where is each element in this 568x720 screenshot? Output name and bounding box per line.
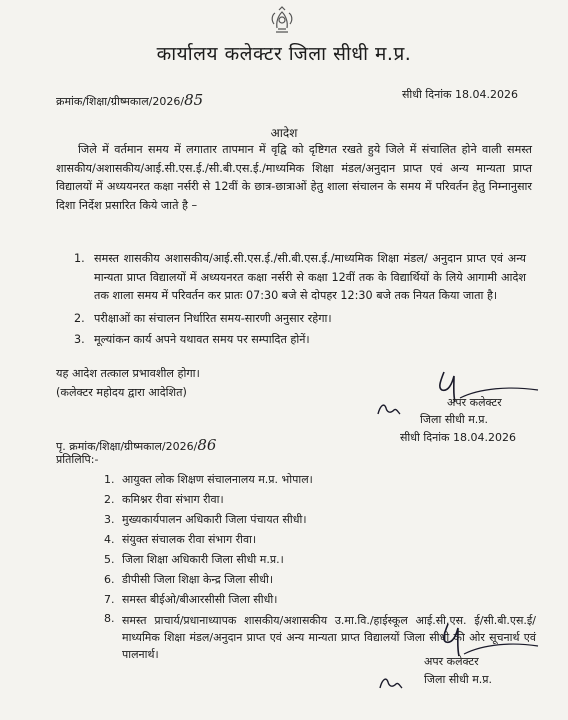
order-number xyxy=(56,91,203,109)
intro-paragraph: जिले में वर्तमान समय में लगातार तापमान में वृद्वि को दृष्टिगत रखते हुये जिले में संचालित होने वाली समस्त शासकीय/अशासकीय/आई.सी.एस.ई./सी.बी.एस.ई./माध्यमिक शिक्षा मंडल/अनुदान प्राप्त एवं अन्य मान्यता प्राप्त विद्यालयों में अध्ययनरत कक्षा नर्सरी से 12वीं के छात्र-छात्राओं हेतु शाला संचालन के समय में परिवर्तन हेतु निम्नानुसार दिशा निर्देश प्रसारित किये जाते है – xyxy=(56,143,532,212)
recipient-number: 1. xyxy=(104,473,115,486)
signatory-designation-1: अपर कलेक्टर xyxy=(447,396,502,409)
recipient-number: 3. xyxy=(104,513,115,526)
recipient-number: 2. xyxy=(104,493,115,506)
signatory-designation-2: अपर कलेक्टर xyxy=(424,655,479,668)
effective-line: यह आदेश तत्काल प्रभावशील होगा। xyxy=(56,367,200,380)
endorsement-number-label: पृ. क्रमांक/शिक्षा/ग्रीष्मकाल/2026/ xyxy=(56,440,198,453)
order-date: सीधी दिनांक 18.04.2026 xyxy=(402,88,518,101)
state-emblem-icon xyxy=(266,6,298,36)
point-number: 2. xyxy=(74,311,85,325)
recipient-text: आयुक्त लोक शिक्षण संचालनालय म.प्र. भोपाल। xyxy=(122,473,313,486)
order-heading: आदेश xyxy=(270,126,298,140)
list-item xyxy=(104,550,536,570)
copy-to-label: प्रतिलिपि:- xyxy=(56,453,99,466)
signatory-date-1: सीधी दिनांक 18.04.2026 xyxy=(400,431,516,444)
recipient-number: 5. xyxy=(104,553,115,566)
recipient-text: समस्त प्राचार्य/प्रधानाध्यापक शासकीय/अशासकीय उ.मा.वि./हाईस्कूल आई.सी.एस. ई/सी.बी.एस.ई/माध्यमिक शिक्षा मंडल/अनुदान प्राप्त एवं अन्य मान्यता प्राप्त विद्यालयों जिला सीधी की ओर सूचनार्थ एवं पालनार्थ। xyxy=(122,614,536,661)
point-text: समस्त शासकीय अशासकीय/आई.सी.एस.ई./सी.बी.एस.ई./माध्यमिक शिक्षा मंडल/ अनुदान प्राप्त एवं अन्य मान्यता प्राप्त विद्यालयों में अध्ययनरत कक्षा नर्सरी से कक्षा 12वीं तक के विद्यार्थियों के लिये आगामी आदेश तक शाला समय में परिवर्तन कर प्रातः 07:30 बजे से दोपहर 12:30 बजे तक नियत किया जाता है। xyxy=(94,252,526,303)
initials-scribble-1 xyxy=(374,398,404,420)
initials-scribble-2 xyxy=(376,672,406,694)
recipient-number: 8. xyxy=(104,612,115,625)
list-item xyxy=(104,510,536,530)
list-item xyxy=(104,490,536,510)
recipient-number: 4. xyxy=(104,533,115,546)
recipient-number: 6. xyxy=(104,573,115,586)
list-item xyxy=(104,590,536,610)
point-number: 3. xyxy=(74,333,85,347)
recipient-text: संयुक्त संचालक रीवा संभाग रीवा। xyxy=(122,533,257,546)
list-item xyxy=(104,570,536,590)
authority-line: (कलेक्टर महोदय द्वारा आदेशित) xyxy=(56,386,187,399)
list-item xyxy=(104,530,536,550)
list-item xyxy=(104,470,536,490)
order-points xyxy=(74,250,526,350)
list-item xyxy=(74,250,526,306)
signatory-place-2: जिला सीधी म.प्र. xyxy=(424,673,493,686)
point-number: 1. xyxy=(74,252,85,265)
order-number-handwritten: 85 xyxy=(184,91,204,109)
list-item xyxy=(74,331,526,350)
endorsement-number-handwritten: 86 xyxy=(197,436,217,454)
recipient-number: 7. xyxy=(104,593,115,606)
point-text: परीक्षाओं का संचालन निर्धारित समय-सारणी अनुसार रहेगा। xyxy=(94,311,332,325)
list-item xyxy=(74,310,526,329)
order-number-label: क्रमांक/शिक्षा/ग्रीष्मकाल/2026/ xyxy=(56,95,185,108)
recipient-text: जिला शिक्षा अधिकारी जिला सीधी म.प्र.। xyxy=(122,553,284,566)
recipient-text: मुख्यकार्यपालन अधिकारी जिला पंचायत सीधी। xyxy=(122,513,307,526)
point-text: मूल्यांकन कार्य अपने यथावत समय पर सम्पादित होनें। xyxy=(94,333,310,347)
office-title: कार्यालय कलेक्टर जिला सीधी म.प्र. xyxy=(156,43,412,65)
signatory-place-1: जिला सीधी म.प्र. xyxy=(420,413,489,426)
order-intro xyxy=(56,141,532,215)
recipient-text: कमिश्नर रीवा संभाग रीवा। xyxy=(122,493,224,506)
recipient-text: समस्त बीईओ/बीआरसीसी जिला सीधी। xyxy=(122,593,278,606)
recipient-text: डीपीसी जिला शिक्षा केन्द्र जिला सीधी। xyxy=(122,573,274,586)
